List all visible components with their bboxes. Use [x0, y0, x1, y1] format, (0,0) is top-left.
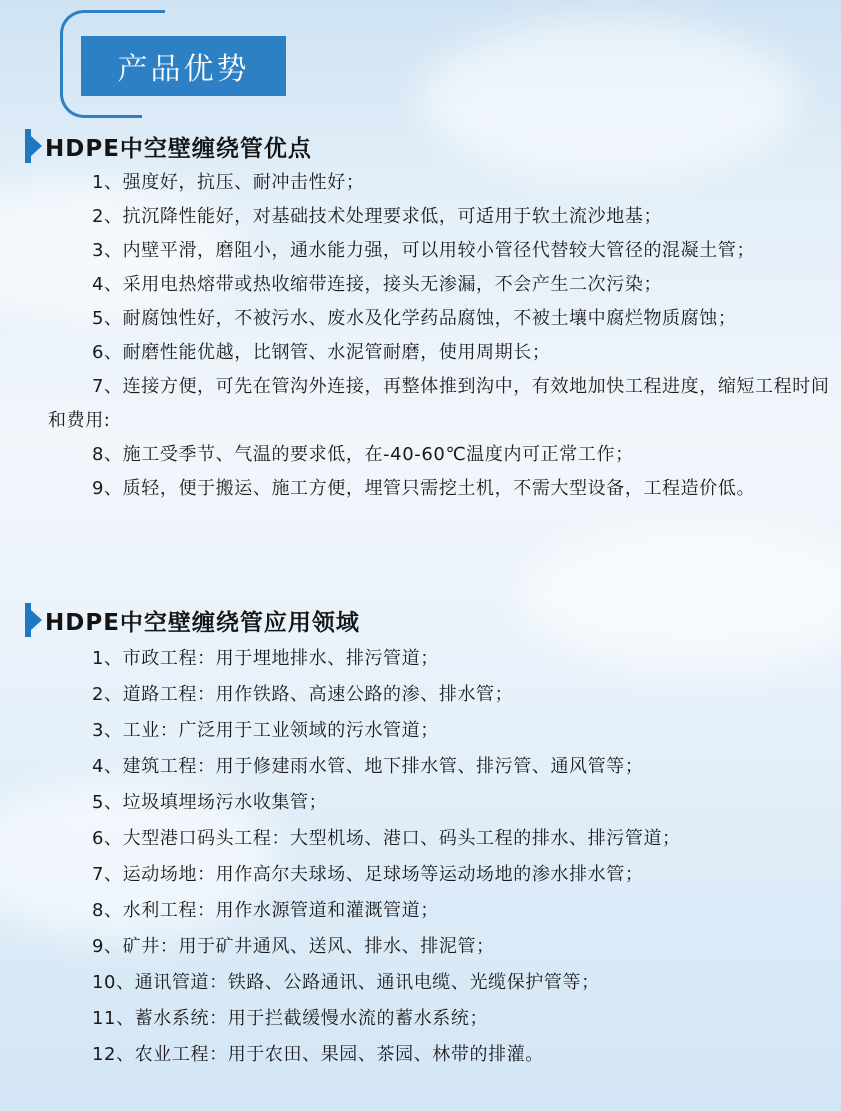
- applications-heading-text: HDPE中空壁缠绕管应用领域: [45, 609, 360, 636]
- list-item: 7、连接方便，可先在管沟外连接，再整体推到沟中，有效地加快工程进度，缩短工程时间和费用:: [48, 376, 830, 431]
- list-item: 3、内壁平滑，磨阻小，通水能力强，可以用较小管径代替较大管径的混凝土管；: [92, 240, 756, 261]
- list-item: 1、强度好，抗压、耐冲击性好；: [92, 172, 365, 193]
- applications-list: [48, 642, 838, 1074]
- list-item: 12、农业工程：用于农田、果园、茶园、林带的排灌。: [92, 1044, 544, 1065]
- applications-heading: [25, 602, 360, 638]
- advantages-heading-text: HDPE中空壁缠绕管优点: [45, 135, 312, 162]
- list-item: 8、水利工程：用作水源管道和灌溉管道；: [92, 900, 439, 921]
- list-item: 6、耐磨性能优越，比钢管、水泥管耐磨，使用周期长；: [92, 342, 551, 363]
- list-item: 2、道路工程：用作铁路、高速公路的渗、排水管；: [92, 684, 514, 705]
- page-title: 产品优势: [81, 36, 286, 96]
- list-item: 5、耐腐蚀性好，不被污水、废水及化学药品腐蚀，不被土壤中腐烂物质腐蚀；: [92, 308, 737, 329]
- list-item: 10、通讯管道：铁路、公路通讯、通讯电缆、光缆保护管等；: [92, 972, 600, 993]
- list-item: 4、采用电热熔带或热收缩带连接，接头无渗漏，不会产生二次污染；: [92, 274, 663, 295]
- advantages-heading: [25, 128, 312, 164]
- list-item: 9、矿井：用于矿井通风、送风、排水、排泥管；: [92, 936, 495, 957]
- list-item: 6、大型港口码头工程：大型机场、港口、码头工程的排水、排污管道；: [92, 828, 681, 849]
- list-item: 3、工业：广泛用于工业领域的污水管道；: [92, 720, 439, 741]
- section-marker-icon: [25, 129, 31, 163]
- list-item: 11、蓄水系统：用于拦截缓慢水流的蓄水系统；: [92, 1008, 489, 1029]
- list-item: 5、垃圾填埋场污水收集管；: [92, 792, 328, 813]
- cloud-decoration: [420, 20, 800, 180]
- section-marker-icon: [25, 603, 31, 637]
- list-item: 9、质轻，便于搬运、施工方便，埋管只需挖土机，不需大型设备，工程造价低。: [92, 478, 756, 499]
- list-item: 8、施工受季节、气温的要求低，在-40-60℃温度内可正常工作；: [92, 444, 634, 465]
- list-item: 2、抗沉降性能好，对基础技术处理要求低，可适用于软土流沙地基；: [92, 206, 663, 227]
- list-item: 4、建筑工程：用于修建雨水管、地下排水管、排污管、通风管等；: [92, 756, 644, 777]
- advantages-list: [48, 166, 838, 506]
- list-item: 7、运动场地：用作高尔夫球场、足球场等运动场地的渗水排水管；: [92, 864, 644, 885]
- list-item: 1、市政工程：用于埋地排水、排污管道；: [92, 648, 439, 669]
